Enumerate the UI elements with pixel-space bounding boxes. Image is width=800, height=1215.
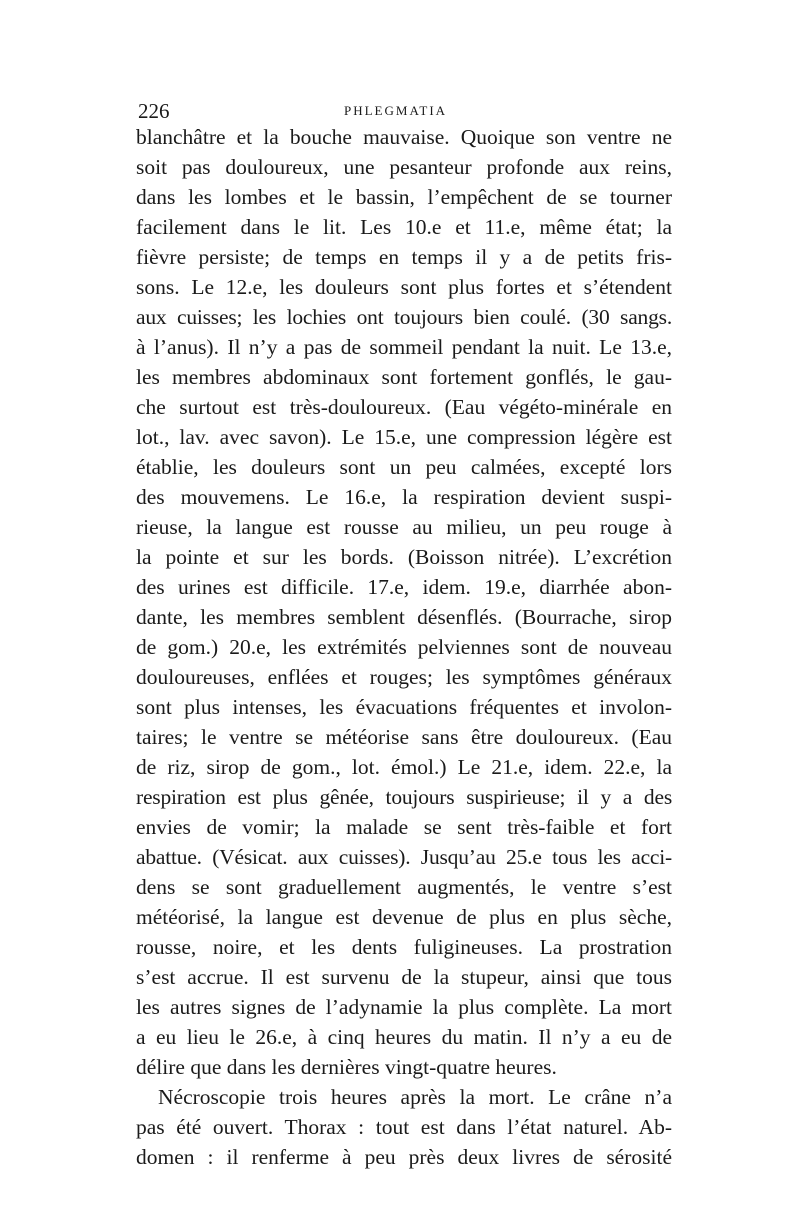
text-line: facilement dans le lit. Les 10.e et 11.e, même état; la [136, 215, 672, 239]
text-line: délire que dans les dernières vingt-quatre heures. [136, 1055, 557, 1079]
text-line: à l’anus). Il n’y a pas de sommeil pendant la nuit. Le 13.e, [136, 335, 672, 359]
text-line: des mouvemens. Le 16.e, la respiration devient suspi- [136, 485, 672, 509]
text-line: sont plus intenses, les évacuations fréquentes et involon- [136, 695, 672, 719]
text-line: de gom.) 20.e, les extrémités pelviennes sont de nouveau [136, 635, 672, 659]
text-line: établie, les douleurs sont un peu calmées, excepté lors [136, 455, 672, 479]
text-line: s’est accrue. Il est survenu de la stupeur, ainsi que tous [136, 965, 672, 989]
text-line: blanchâtre et la bouche mauvaise. Quoique son ventre ne [136, 125, 672, 149]
text-line: des urines est difficile. 17.e, idem. 19.e, diarrhée abon- [136, 575, 672, 599]
text-line: sons. Le 12.e, les douleurs sont plus fortes et s’étendent [136, 275, 672, 299]
text-line: soit pas douloureux, une pesanteur profonde aux reins, [136, 155, 672, 179]
text-line: rieuse, la langue est rousse au milieu, un peu rouge à [136, 515, 672, 539]
text-line: abattue. (Vésicat. aux cuisses). Jusqu’au 25.e tous les acci- [136, 845, 672, 869]
text-line: les membres abdominaux sont fortement gonflés, le gau- [136, 365, 672, 389]
text-line: taires; le ventre se météorise sans être douloureux. (Eau [136, 725, 672, 749]
text-line: la pointe et sur les bords. (Boisson nitrée). L’excrétion [136, 545, 672, 569]
text-line: fièvre persiste; de temps en temps il y a de petits fris- [136, 245, 672, 269]
text-line: rousse, noire, et les dents fuligineuses. La prostration [136, 935, 672, 959]
text-line: météorisé, la langue est devenue de plus en plus sèche, [136, 905, 672, 929]
text-line: pas été ouvert. Thorax : tout est dans l’état naturel. Ab- [136, 1115, 672, 1139]
running-head: PHLEGMATIA [344, 103, 448, 118]
text-line: lot., lav. avec savon). Le 15.e, une compression légère est [136, 425, 672, 449]
text-line: a eu lieu le 26.e, à cinq heures du matin. Il n’y a eu de [136, 1025, 672, 1049]
text-line: aux cuisses; les lochies ont toujours bien coulé. (30 sangs. [136, 305, 672, 329]
page-number: 226 [138, 99, 170, 123]
text-line: respiration est plus gênée, toujours suspirieuse; il y a des [136, 785, 672, 809]
text-line: dante, les membres semblent désenflés. (Bourrache, sirop [136, 605, 672, 629]
text-line: domen : il renferme à peu près deux livres de sérosité [136, 1145, 672, 1169]
text-line: de riz, sirop de gom., lot. émol.) Le 21.e, idem. 22.e, la [136, 755, 672, 779]
body-text [136, 122, 672, 1172]
page-header [138, 99, 678, 123]
text-line: Nécroscopie trois heures après la mort. Le crâne n’a [158, 1085, 672, 1109]
text-line: douloureuses, enflées et rouges; les symptômes généraux [136, 665, 672, 689]
text-line: dens se sont graduellement augmentés, le ventre s’est [136, 875, 672, 899]
text-line: dans les lombes et le bassin, l’empêchent de se tourner [136, 185, 672, 209]
text-line: envies de vomir; la malade se sent très-faible et fort [136, 815, 672, 839]
text-line: les autres signes de l’adynamie la plus complète. La mort [136, 995, 672, 1019]
text-line: che surtout est très-douloureux. (Eau végéto-minérale en [136, 395, 672, 419]
